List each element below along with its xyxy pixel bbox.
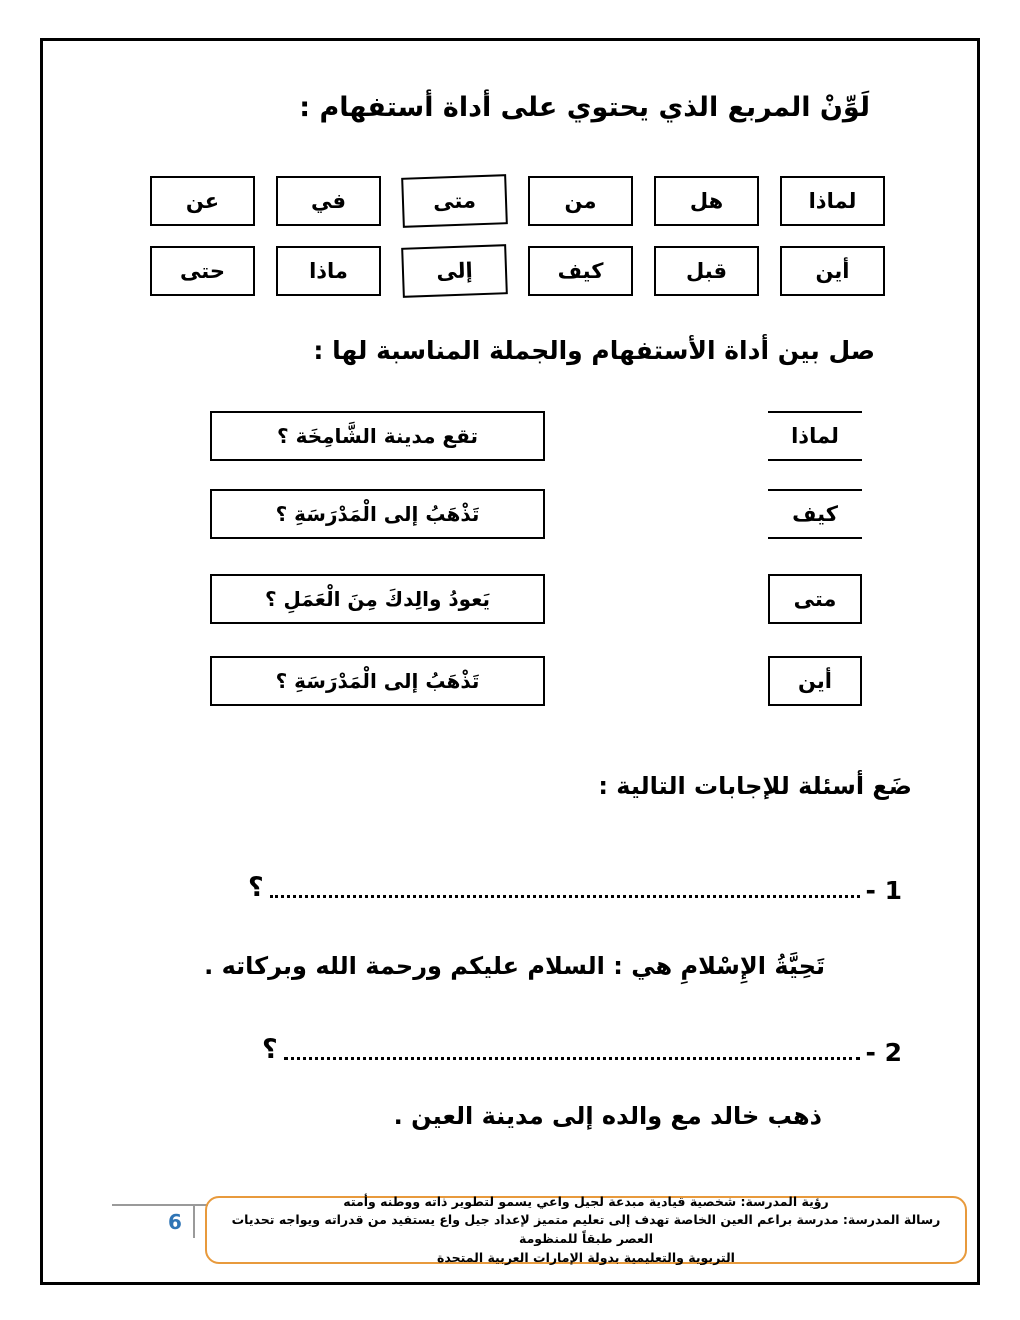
questions-section-title: ضَع أسئلة للإجابات التالية : xyxy=(598,772,912,800)
question-line-2 xyxy=(262,1034,912,1067)
word-box: في xyxy=(276,176,381,226)
word-box: ماذا xyxy=(276,246,381,296)
tool-box: متى xyxy=(768,574,862,624)
sentence-box: تَذْهَبُ إلى الْمَدْرَسَةِ ؟ xyxy=(210,489,545,539)
sentence-box: تَذْهَبُ إلى الْمَدْرَسَةِ ؟ xyxy=(210,656,545,706)
answer-text-1: تَحِيَّةُ الإِسْلامِ هي : السلام عليكم ورحمة الله وبركاته . xyxy=(204,952,825,980)
sentence-box: يَعودُ والِدكَ مِنَ الْعَمَلِ ؟ xyxy=(210,574,545,624)
school-mission-line-1: رسالة المدرسة: مدرسة براعم العين الخاصة تهدف إلى تعليم متميز لإعداد جيل واع يستفيد من قدراته ويواجه تحديات العصر طبقاً للمنظومة xyxy=(231,1212,941,1246)
word-box: كيف xyxy=(528,246,633,296)
school-mission-line-2: التربوية والتعليمية بدولة الإمارات العربية المتحدة xyxy=(437,1249,735,1265)
word-box: حتى xyxy=(150,246,255,296)
word-box: هل xyxy=(654,176,759,226)
word-box: إلى xyxy=(401,244,508,298)
question-number: - 2 xyxy=(865,1038,902,1067)
word-box: أين xyxy=(780,246,885,296)
school-vision-mission-box xyxy=(205,1193,967,1265)
word-box: قبل xyxy=(654,246,759,296)
answer-dotted-line xyxy=(270,874,860,898)
matching-section-title: صل بين أداة الأستفهام والجملة المناسبة لها : xyxy=(313,336,875,365)
footer-divider-vertical xyxy=(193,1206,195,1238)
answer-text-2: ذهب خالد مع والده إلى مدينة العين . xyxy=(393,1102,822,1130)
question-mark: ؟ xyxy=(248,872,264,903)
question-number: - 1 xyxy=(865,876,902,905)
coloring-row-1 xyxy=(150,176,885,226)
word-box: متى xyxy=(401,174,508,228)
sentence-box: تقع مدينة الشَّامِخَة ؟ xyxy=(210,411,545,461)
tool-box: أين xyxy=(768,656,862,706)
question-line-1 xyxy=(248,872,912,905)
word-box: لماذا xyxy=(780,176,885,226)
tool-box: كيف xyxy=(768,489,862,539)
school-vision-line: رؤية المدرسة: شخصية قيادية مبدعة لجيل واعي يسمو لتطوير ذاته ووطنه وأمته xyxy=(343,1193,829,1209)
question-mark: ؟ xyxy=(262,1034,278,1065)
answer-dotted-line xyxy=(284,1036,860,1060)
coloring-row-2 xyxy=(150,246,885,296)
word-box: من xyxy=(528,176,633,226)
coloring-section-title: لَوِّنْ المربع الذي يحتوي على أداة أستفهام : xyxy=(299,92,870,123)
word-box: عن xyxy=(150,176,255,226)
tool-box: لماذا xyxy=(768,411,862,461)
page-number: 6 xyxy=(168,1210,182,1234)
